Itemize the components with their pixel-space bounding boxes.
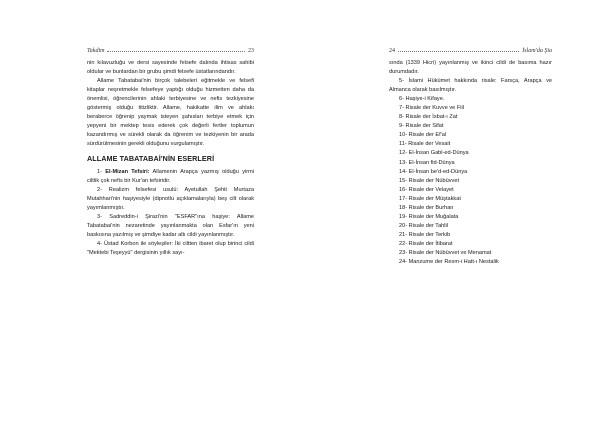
list-item: 6- Haşiye-i Kifaye.: [399, 96, 445, 103]
paragraph: nin kılavuzluğu ve dersi sayesinde felsefe dalında ihtisas sahibi oldular ve bunlardan bir grubu şimdi felsefe üstatlarındandır.: [87, 60, 254, 76]
left-running-header: [87, 44, 254, 54]
right-page-body: [389, 59, 552, 267]
list-item: 20- Risale der Tahlil: [399, 222, 449, 229]
paragraph: Allame Tabatabai'nin birçok talebeleri eğitmekle ve felsefi kitaplar neşretmekle felsefeye yaptığı olduğu hizmetten daha da önemlisi, öğrencilerinin ahlaki terbiyesine ve nefis tezkiyesine göstermiş olduğu titizliktir. Allame, hakikatte ilim ve ahlakı beraberce öğrenip yaymak isteyen şahısları terbiye etmek için yepyeni bir mektep tesis ederek çok değerli fertler toplumun kazandırmış ve sürekli olarak da öğrenim ve tezkiyenin bir arada sürdürülmesinin gerekli olduğunu vurgulamıştır.: [87, 78, 254, 148]
item-title: El-Mizan Tefsiri:: [105, 168, 150, 175]
paragraph: sında (1339 Hicri) yayınlanmış ve ikinci cildi de basıma hazır durumdadır.: [389, 60, 552, 76]
list-item: 19- Risale der Muğalata: [399, 213, 459, 220]
list-item: 8- Risale der İsbat-ı Zat: [399, 114, 458, 121]
right-page-number: 24: [389, 48, 395, 54]
right-running-header: [389, 44, 552, 54]
list-item: [87, 168, 254, 186]
list-item: 11- Risale der Vesait: [399, 141, 451, 148]
header-dot-leader: [398, 50, 519, 52]
right-header-title: İslam'da Şia: [522, 48, 552, 54]
list-item: 14- El-İnsan be'd-ed-Dünya: [399, 168, 468, 175]
list-item: 21- Risale der Terkib: [399, 231, 451, 238]
item-number: 1-: [97, 168, 102, 175]
list-item: 12- El-İnsan Gabl-ed-Dünya: [399, 150, 469, 157]
list-item: 13- El-İnsan fid-Dünya: [399, 159, 455, 166]
left-page-number: 23: [248, 48, 254, 54]
list-item: 4- Üstad Korbon ile söyleşiler: İki ciltten ibaret olup birinci cildi "Mektebi Teşeyyü" dergisinin yıllık sayı-: [87, 240, 254, 256]
list-item: 23- Risale der Nübüvvet ve Menamat: [399, 249, 492, 256]
list-item: 3- Sadreddin-i Şirazi'nin "ESFAR"ına haşiye: Allame Tabatabai'nin nezaretinde yayınlanmakta olan Esfar'ın yeni baskısına yazılmış ve şimdiye kadar altı cildi yayınlanmıştır.: [87, 213, 254, 238]
list-item: 7- Risale der Kuvve ve Fiil: [399, 105, 464, 112]
list-item: 10- Risale der Ef'al: [399, 132, 447, 139]
list-item: 16- Risale der Velayet: [399, 186, 454, 193]
list-item: 15- Risale der Nübüvvet: [399, 177, 460, 184]
list-item: 2- Realizm felsefesi usulü: Ayetullah Şehit Murtaza Mutahhari'nin haşiyesiyle (dipnotlu açıklamalarıyla) beş cilt olarak yayımlanmıştır.: [87, 186, 254, 211]
list-item: 24- Manzume der Resm-i Hatt-ı Nestalik: [399, 259, 499, 266]
list-item: 18- Risale der Burhan: [399, 204, 454, 211]
right-page: [300, 0, 600, 424]
item-text: Allamenin Arapça yazmış olduğu yirmi ciltlik çok nefis bir Kur'an tefsiridir.: [87, 168, 255, 184]
section-title: ALLAME TABATABAİ'NİN ESERLERİ: [87, 154, 215, 164]
left-header-title: Takdim: [87, 48, 105, 54]
list-item: 9- Risale der Sifat: [399, 123, 444, 130]
list-item: 17- Risale der Müştakkat: [399, 195, 461, 202]
left-page-body: [87, 59, 254, 258]
header-dot-leader: [107, 50, 245, 52]
list-item: 5- İslami Hükümet hakkında risale: Farsça, Arapça ve Almanca olarak basılmıştır.: [389, 78, 552, 94]
list-item: 22- Risale der İtibarat: [399, 240, 453, 247]
